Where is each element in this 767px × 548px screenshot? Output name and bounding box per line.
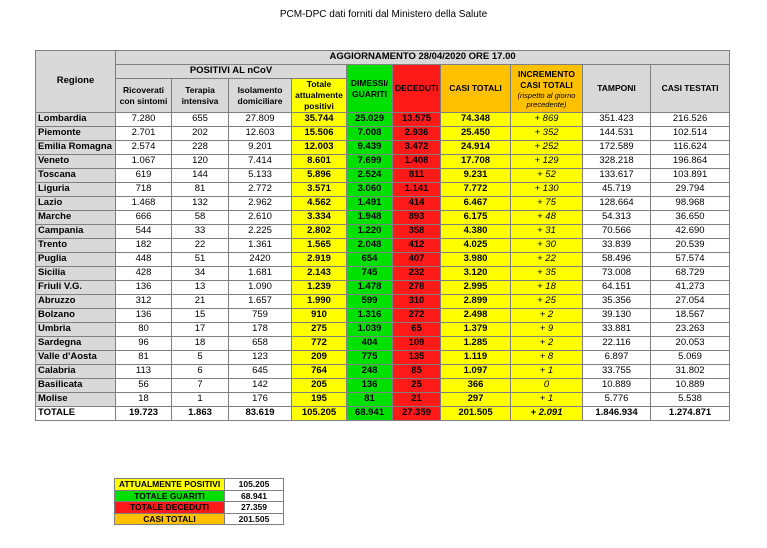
casi-testati-cell: 20.539 bbox=[651, 239, 730, 253]
casi-testati-cell: 29.794 bbox=[651, 183, 730, 197]
incremento-cell: + 9 bbox=[511, 323, 583, 337]
casi-totali-cell: 6.467 bbox=[441, 197, 511, 211]
casi-testati-cell: 196.864 bbox=[651, 155, 730, 169]
summary-row bbox=[115, 490, 284, 502]
isolamento-cell: 2.962 bbox=[229, 197, 292, 211]
header-ricoverati: Ricoverati con sintomi bbox=[116, 79, 172, 113]
incremento-cell: + 352 bbox=[511, 127, 583, 141]
totale-positivi-cell: 910 bbox=[292, 309, 347, 323]
incremento-cell: + 1 bbox=[511, 365, 583, 379]
summary-value: 68.941 bbox=[225, 490, 284, 502]
table-row bbox=[36, 309, 730, 323]
deceduti-cell: 412 bbox=[393, 239, 441, 253]
header-dimessi: DIMESSI/ GUARITI bbox=[347, 65, 393, 113]
casi-testati-cell: 103.891 bbox=[651, 169, 730, 183]
table-row bbox=[36, 323, 730, 337]
region-name: Valle d'Aosta bbox=[36, 351, 116, 365]
casi-testati-cell: 116.624 bbox=[651, 141, 730, 155]
ricoverati-cell: 81 bbox=[116, 351, 172, 365]
totale-positivi-cell: 1.565 bbox=[292, 239, 347, 253]
incremento-cell: + 25 bbox=[511, 295, 583, 309]
totale-positivi-cell: 2.143 bbox=[292, 267, 347, 281]
isolamento-cell: 12.603 bbox=[229, 127, 292, 141]
isolamento-cell: 1.361 bbox=[229, 239, 292, 253]
terapia-cell: 132 bbox=[172, 197, 229, 211]
region-name: Veneto bbox=[36, 155, 116, 169]
table-row bbox=[36, 365, 730, 379]
isolamento-cell: 759 bbox=[229, 309, 292, 323]
tamponi-cell: 351.423 bbox=[583, 113, 651, 127]
header-tamponi: TAMPONI bbox=[583, 65, 651, 113]
incremento-cell: + 8 bbox=[511, 351, 583, 365]
tamponi-cell: 39.130 bbox=[583, 309, 651, 323]
ricoverati-cell: 544 bbox=[116, 225, 172, 239]
casi-totali-cell: 2.498 bbox=[441, 309, 511, 323]
tamponi-cell: 10.889 bbox=[583, 379, 651, 393]
dimessi-cell: 136 bbox=[347, 379, 393, 393]
tamponi-cell: 22.116 bbox=[583, 337, 651, 351]
casi-testati-cell: 216.526 bbox=[651, 113, 730, 127]
total-deceduti-cell: 27.359 bbox=[393, 407, 441, 421]
totale-positivi-cell: 3.334 bbox=[292, 211, 347, 225]
deceduti-cell: 21 bbox=[393, 393, 441, 407]
ricoverati-cell: 56 bbox=[116, 379, 172, 393]
incremento-cell: + 2 bbox=[511, 337, 583, 351]
dimessi-cell: 3.060 bbox=[347, 183, 393, 197]
isolamento-cell: 178 bbox=[229, 323, 292, 337]
terapia-cell: 33 bbox=[172, 225, 229, 239]
isolamento-cell: 7.414 bbox=[229, 155, 292, 169]
incremento-cell: 0 bbox=[511, 379, 583, 393]
terapia-cell: 58 bbox=[172, 211, 229, 225]
casi-totali-cell: 9.231 bbox=[441, 169, 511, 183]
casi-testati-cell: 5.069 bbox=[651, 351, 730, 365]
terapia-cell: 15 bbox=[172, 309, 229, 323]
casi-testati-cell: 57.574 bbox=[651, 253, 730, 267]
casi-totali-cell: 1.379 bbox=[441, 323, 511, 337]
casi-testati-cell: 102.514 bbox=[651, 127, 730, 141]
incremento-cell: + 52 bbox=[511, 169, 583, 183]
dimessi-cell: 1.478 bbox=[347, 281, 393, 295]
incremento-cell: + 129 bbox=[511, 155, 583, 169]
summary-label: CASI TOTALI bbox=[115, 513, 225, 525]
terapia-cell: 202 bbox=[172, 127, 229, 141]
covid-data-table bbox=[35, 50, 730, 421]
dimessi-cell: 2.524 bbox=[347, 169, 393, 183]
summary-row bbox=[115, 479, 284, 491]
region-name: Molise bbox=[36, 393, 116, 407]
terapia-cell: 34 bbox=[172, 267, 229, 281]
totale-positivi-cell: 195 bbox=[292, 393, 347, 407]
tamponi-cell: 128.664 bbox=[583, 197, 651, 211]
deceduti-cell: 25 bbox=[393, 379, 441, 393]
ricoverati-cell: 718 bbox=[116, 183, 172, 197]
casi-totali-cell: 25.450 bbox=[441, 127, 511, 141]
deceduti-cell: 85 bbox=[393, 365, 441, 379]
isolamento-cell: 1.657 bbox=[229, 295, 292, 309]
incremento-cell: + 2 bbox=[511, 309, 583, 323]
positives-header: POSITIVI AL nCoV bbox=[116, 65, 347, 79]
totale-positivi-cell: 275 bbox=[292, 323, 347, 337]
terapia-cell: 655 bbox=[172, 113, 229, 127]
isolamento-cell: 123 bbox=[229, 351, 292, 365]
tamponi-cell: 5.776 bbox=[583, 393, 651, 407]
ricoverati-cell: 312 bbox=[116, 295, 172, 309]
summary-value: 201.505 bbox=[225, 513, 284, 525]
isolamento-cell: 2420 bbox=[229, 253, 292, 267]
deceduti-cell: 2.936 bbox=[393, 127, 441, 141]
ricoverati-cell: 96 bbox=[116, 337, 172, 351]
casi-testati-cell: 5.538 bbox=[651, 393, 730, 407]
dimessi-cell: 775 bbox=[347, 351, 393, 365]
region-name: Toscana bbox=[36, 169, 116, 183]
deceduti-cell: 893 bbox=[393, 211, 441, 225]
totale-positivi-cell: 35.744 bbox=[292, 113, 347, 127]
isolamento-cell: 2.225 bbox=[229, 225, 292, 239]
total-ricoverati-cell: 19.723 bbox=[116, 407, 172, 421]
header-casi-testati: CASI TESTATI bbox=[651, 65, 730, 113]
deceduti-cell: 65 bbox=[393, 323, 441, 337]
isolamento-cell: 2.610 bbox=[229, 211, 292, 225]
ricoverati-cell: 136 bbox=[116, 281, 172, 295]
ricoverati-cell: 136 bbox=[116, 309, 172, 323]
casi-totali-cell: 1.119 bbox=[441, 351, 511, 365]
summary-value: 105.205 bbox=[225, 479, 284, 491]
dimessi-cell: 25.029 bbox=[347, 113, 393, 127]
isolamento-cell: 2.772 bbox=[229, 183, 292, 197]
casi-testati-cell: 41.273 bbox=[651, 281, 730, 295]
totale-positivi-cell: 772 bbox=[292, 337, 347, 351]
casi-testati-cell: 18.567 bbox=[651, 309, 730, 323]
terapia-cell: 22 bbox=[172, 239, 229, 253]
terapia-cell: 18 bbox=[172, 337, 229, 351]
region-name: Lazio bbox=[36, 197, 116, 211]
total-row bbox=[36, 407, 730, 421]
ricoverati-cell: 1.067 bbox=[116, 155, 172, 169]
totale-positivi-cell: 8.601 bbox=[292, 155, 347, 169]
region-name: Basilicata bbox=[36, 379, 116, 393]
table-row bbox=[36, 211, 730, 225]
dimessi-cell: 248 bbox=[347, 365, 393, 379]
dimessi-cell: 7.699 bbox=[347, 155, 393, 169]
dimessi-cell: 599 bbox=[347, 295, 393, 309]
dimessi-cell: 1.948 bbox=[347, 211, 393, 225]
casi-totali-cell: 6.175 bbox=[441, 211, 511, 225]
region-name: Campania bbox=[36, 225, 116, 239]
region-name: Trento bbox=[36, 239, 116, 253]
casi-totali-cell: 2.995 bbox=[441, 281, 511, 295]
incremento-cell: + 130 bbox=[511, 183, 583, 197]
casi-testati-cell: 36.650 bbox=[651, 211, 730, 225]
table-row bbox=[36, 113, 730, 127]
dimessi-cell: 9.439 bbox=[347, 141, 393, 155]
isolamento-cell: 176 bbox=[229, 393, 292, 407]
dimessi-cell: 81 bbox=[347, 393, 393, 407]
tamponi-cell: 33.755 bbox=[583, 365, 651, 379]
summary-box bbox=[114, 478, 284, 525]
tamponi-cell: 35.356 bbox=[583, 295, 651, 309]
incremento-cell: + 35 bbox=[511, 267, 583, 281]
isolamento-cell: 645 bbox=[229, 365, 292, 379]
terapia-cell: 5 bbox=[172, 351, 229, 365]
deceduti-cell: 1.408 bbox=[393, 155, 441, 169]
update-banner: AGGIORNAMENTO 28/04/2020 ORE 17.00 bbox=[116, 51, 730, 65]
casi-totali-cell: 3.980 bbox=[441, 253, 511, 267]
ricoverati-cell: 2.701 bbox=[116, 127, 172, 141]
deceduti-cell: 811 bbox=[393, 169, 441, 183]
casi-totali-cell: 4.380 bbox=[441, 225, 511, 239]
isolamento-cell: 9.201 bbox=[229, 141, 292, 155]
region-name: Lombardia bbox=[36, 113, 116, 127]
table-row bbox=[36, 337, 730, 351]
deceduti-cell: 414 bbox=[393, 197, 441, 211]
isolamento-cell: 1.090 bbox=[229, 281, 292, 295]
incremento-cell: + 30 bbox=[511, 239, 583, 253]
summary-label: TOTALE GUARITI bbox=[115, 490, 225, 502]
table-row bbox=[36, 127, 730, 141]
table-row bbox=[36, 141, 730, 155]
incremento-cell: + 48 bbox=[511, 211, 583, 225]
totale-positivi-cell: 1.990 bbox=[292, 295, 347, 309]
table-row bbox=[36, 183, 730, 197]
ricoverati-cell: 2.574 bbox=[116, 141, 172, 155]
page-title: PCM-DPC dati forniti dal Ministero della Salute bbox=[279, 9, 488, 20]
total-casi-totali-cell: 201.505 bbox=[441, 407, 511, 421]
incremento-cell: + 31 bbox=[511, 225, 583, 239]
header-incremento bbox=[511, 65, 583, 113]
deceduti-cell: 135 bbox=[393, 351, 441, 365]
terapia-cell: 6 bbox=[172, 365, 229, 379]
tamponi-cell: 70.566 bbox=[583, 225, 651, 239]
header-totale-positivi: Totale attualmente positivi bbox=[292, 79, 347, 113]
isolamento-cell: 1.681 bbox=[229, 267, 292, 281]
deceduti-cell: 358 bbox=[393, 225, 441, 239]
casi-totali-cell: 7.772 bbox=[441, 183, 511, 197]
summary-row bbox=[115, 502, 284, 514]
incremento-cell: + 869 bbox=[511, 113, 583, 127]
region-name: Emilia Romagna bbox=[36, 141, 116, 155]
terapia-cell: 13 bbox=[172, 281, 229, 295]
tamponi-cell: 144.531 bbox=[583, 127, 651, 141]
tamponi-cell: 172.589 bbox=[583, 141, 651, 155]
region-name: Friuli V.G. bbox=[36, 281, 116, 295]
dimessi-cell: 1.316 bbox=[347, 309, 393, 323]
ricoverati-cell: 182 bbox=[116, 239, 172, 253]
header-deceduti: DECEDUTI bbox=[393, 65, 441, 113]
summary-label: TOTALE DECEDUTI bbox=[115, 502, 225, 514]
tamponi-cell: 328.218 bbox=[583, 155, 651, 169]
region-name: Calabria bbox=[36, 365, 116, 379]
total-region-name: TOTALE bbox=[36, 407, 116, 421]
casi-testati-cell: 20.053 bbox=[651, 337, 730, 351]
totale-positivi-cell: 5.896 bbox=[292, 169, 347, 183]
ricoverati-cell: 80 bbox=[116, 323, 172, 337]
tamponi-cell: 58.496 bbox=[583, 253, 651, 267]
deceduti-cell: 1.141 bbox=[393, 183, 441, 197]
table-row bbox=[36, 267, 730, 281]
region-name: Puglia bbox=[36, 253, 116, 267]
terapia-cell: 21 bbox=[172, 295, 229, 309]
ricoverati-cell: 666 bbox=[116, 211, 172, 225]
incremento-cell: + 18 bbox=[511, 281, 583, 295]
casi-totali-cell: 297 bbox=[441, 393, 511, 407]
isolamento-cell: 5.133 bbox=[229, 169, 292, 183]
dimessi-cell: 654 bbox=[347, 253, 393, 267]
table-row bbox=[36, 225, 730, 239]
dimessi-cell: 745 bbox=[347, 267, 393, 281]
tamponi-cell: 54.313 bbox=[583, 211, 651, 225]
incremento-cell: + 252 bbox=[511, 141, 583, 155]
table-row bbox=[36, 379, 730, 393]
dimessi-cell: 1.039 bbox=[347, 323, 393, 337]
dimessi-cell: 1.220 bbox=[347, 225, 393, 239]
ricoverati-cell: 428 bbox=[116, 267, 172, 281]
totale-positivi-cell: 15.506 bbox=[292, 127, 347, 141]
totale-positivi-cell: 764 bbox=[292, 365, 347, 379]
tamponi-cell: 6.897 bbox=[583, 351, 651, 365]
tamponi-cell: 133.617 bbox=[583, 169, 651, 183]
incremento-label: INCREMENTO CASI TOTALI bbox=[518, 68, 575, 90]
ricoverati-cell: 1.468 bbox=[116, 197, 172, 211]
terapia-cell: 120 bbox=[172, 155, 229, 169]
casi-totali-cell: 17.708 bbox=[441, 155, 511, 169]
terapia-cell: 1 bbox=[172, 393, 229, 407]
deceduti-cell: 407 bbox=[393, 253, 441, 267]
terapia-cell: 17 bbox=[172, 323, 229, 337]
region-header: Regione bbox=[36, 51, 116, 113]
ricoverati-cell: 619 bbox=[116, 169, 172, 183]
casi-testati-cell: 42.690 bbox=[651, 225, 730, 239]
table-row bbox=[36, 281, 730, 295]
casi-testati-cell: 31.802 bbox=[651, 365, 730, 379]
total-tamponi-cell: 1.846.934 bbox=[583, 407, 651, 421]
casi-totali-cell: 366 bbox=[441, 379, 511, 393]
table-row bbox=[36, 253, 730, 267]
tamponi-cell: 64.151 bbox=[583, 281, 651, 295]
table-row bbox=[36, 155, 730, 169]
incremento-cell: + 22 bbox=[511, 253, 583, 267]
region-name: Sardegna bbox=[36, 337, 116, 351]
total-totale-positivi-cell: 105.205 bbox=[292, 407, 347, 421]
region-name: Piemonte bbox=[36, 127, 116, 141]
table-row bbox=[36, 351, 730, 365]
casi-testati-cell: 10.889 bbox=[651, 379, 730, 393]
tamponi-cell: 33.881 bbox=[583, 323, 651, 337]
incremento-cell: + 75 bbox=[511, 197, 583, 211]
region-name: Umbria bbox=[36, 323, 116, 337]
casi-totali-cell: 74.348 bbox=[441, 113, 511, 127]
incremento-cell: + 1 bbox=[511, 393, 583, 407]
tamponi-cell: 45.719 bbox=[583, 183, 651, 197]
ricoverati-cell: 448 bbox=[116, 253, 172, 267]
deceduti-cell: 272 bbox=[393, 309, 441, 323]
region-name: Liguria bbox=[36, 183, 116, 197]
ricoverati-cell: 18 bbox=[116, 393, 172, 407]
totale-positivi-cell: 12.003 bbox=[292, 141, 347, 155]
ricoverati-cell: 113 bbox=[116, 365, 172, 379]
casi-totali-cell: 1.097 bbox=[441, 365, 511, 379]
deceduti-cell: 13.575 bbox=[393, 113, 441, 127]
deceduti-cell: 109 bbox=[393, 337, 441, 351]
ricoverati-cell: 7.280 bbox=[116, 113, 172, 127]
total-dimessi-cell: 68.941 bbox=[347, 407, 393, 421]
terapia-cell: 81 bbox=[172, 183, 229, 197]
casi-totali-cell: 24.914 bbox=[441, 141, 511, 155]
totale-positivi-cell: 205 bbox=[292, 379, 347, 393]
region-name: Sicilia bbox=[36, 267, 116, 281]
table-row bbox=[36, 169, 730, 183]
table-row bbox=[36, 197, 730, 211]
isolamento-cell: 658 bbox=[229, 337, 292, 351]
region-name: Marche bbox=[36, 211, 116, 225]
summary-value: 27.359 bbox=[225, 502, 284, 514]
dimessi-cell: 404 bbox=[347, 337, 393, 351]
totale-positivi-cell: 209 bbox=[292, 351, 347, 365]
casi-testati-cell: 98.968 bbox=[651, 197, 730, 211]
header-terapia: Terapia intensiva bbox=[172, 79, 229, 113]
total-isolamento-cell: 83.619 bbox=[229, 407, 292, 421]
casi-totali-cell: 1.285 bbox=[441, 337, 511, 351]
totale-positivi-cell: 4.562 bbox=[292, 197, 347, 211]
casi-totali-cell: 4.025 bbox=[441, 239, 511, 253]
deceduti-cell: 310 bbox=[393, 295, 441, 309]
isolamento-cell: 142 bbox=[229, 379, 292, 393]
casi-testati-cell: 68.729 bbox=[651, 267, 730, 281]
terapia-cell: 7 bbox=[172, 379, 229, 393]
total-casi-testati-cell: 1.274.871 bbox=[651, 407, 730, 421]
deceduti-cell: 232 bbox=[393, 267, 441, 281]
terapia-cell: 228 bbox=[172, 141, 229, 155]
dimessi-cell: 2.048 bbox=[347, 239, 393, 253]
region-name: Abruzzo bbox=[36, 295, 116, 309]
casi-testati-cell: 23.263 bbox=[651, 323, 730, 337]
deceduti-cell: 278 bbox=[393, 281, 441, 295]
dimessi-cell: 7.008 bbox=[347, 127, 393, 141]
totale-positivi-cell: 2.919 bbox=[292, 253, 347, 267]
incremento-note: (rispetto al giorno precedente) bbox=[517, 90, 576, 109]
totale-positivi-cell: 2.802 bbox=[292, 225, 347, 239]
header-isolamento: Isolamento domiciliare bbox=[229, 79, 292, 113]
table-row bbox=[36, 239, 730, 253]
casi-totali-cell: 3.120 bbox=[441, 267, 511, 281]
tamponi-cell: 73.008 bbox=[583, 267, 651, 281]
total-incremento-cell: + 2.091 bbox=[511, 407, 583, 421]
summary-label: ATTUALMENTE POSITIVI bbox=[115, 479, 225, 491]
header-casi-totali: CASI TOTALI bbox=[441, 65, 511, 113]
casi-testati-cell: 27.054 bbox=[651, 295, 730, 309]
total-terapia-cell: 1.863 bbox=[172, 407, 229, 421]
totale-positivi-cell: 3.571 bbox=[292, 183, 347, 197]
summary-row bbox=[115, 513, 284, 525]
totale-positivi-cell: 1.239 bbox=[292, 281, 347, 295]
isolamento-cell: 27.809 bbox=[229, 113, 292, 127]
tamponi-cell: 33.839 bbox=[583, 239, 651, 253]
casi-totali-cell: 2.899 bbox=[441, 295, 511, 309]
dimessi-cell: 1.491 bbox=[347, 197, 393, 211]
table-row bbox=[36, 393, 730, 407]
table-row bbox=[36, 295, 730, 309]
terapia-cell: 51 bbox=[172, 253, 229, 267]
terapia-cell: 144 bbox=[172, 169, 229, 183]
region-name: Bolzano bbox=[36, 309, 116, 323]
deceduti-cell: 3.472 bbox=[393, 141, 441, 155]
